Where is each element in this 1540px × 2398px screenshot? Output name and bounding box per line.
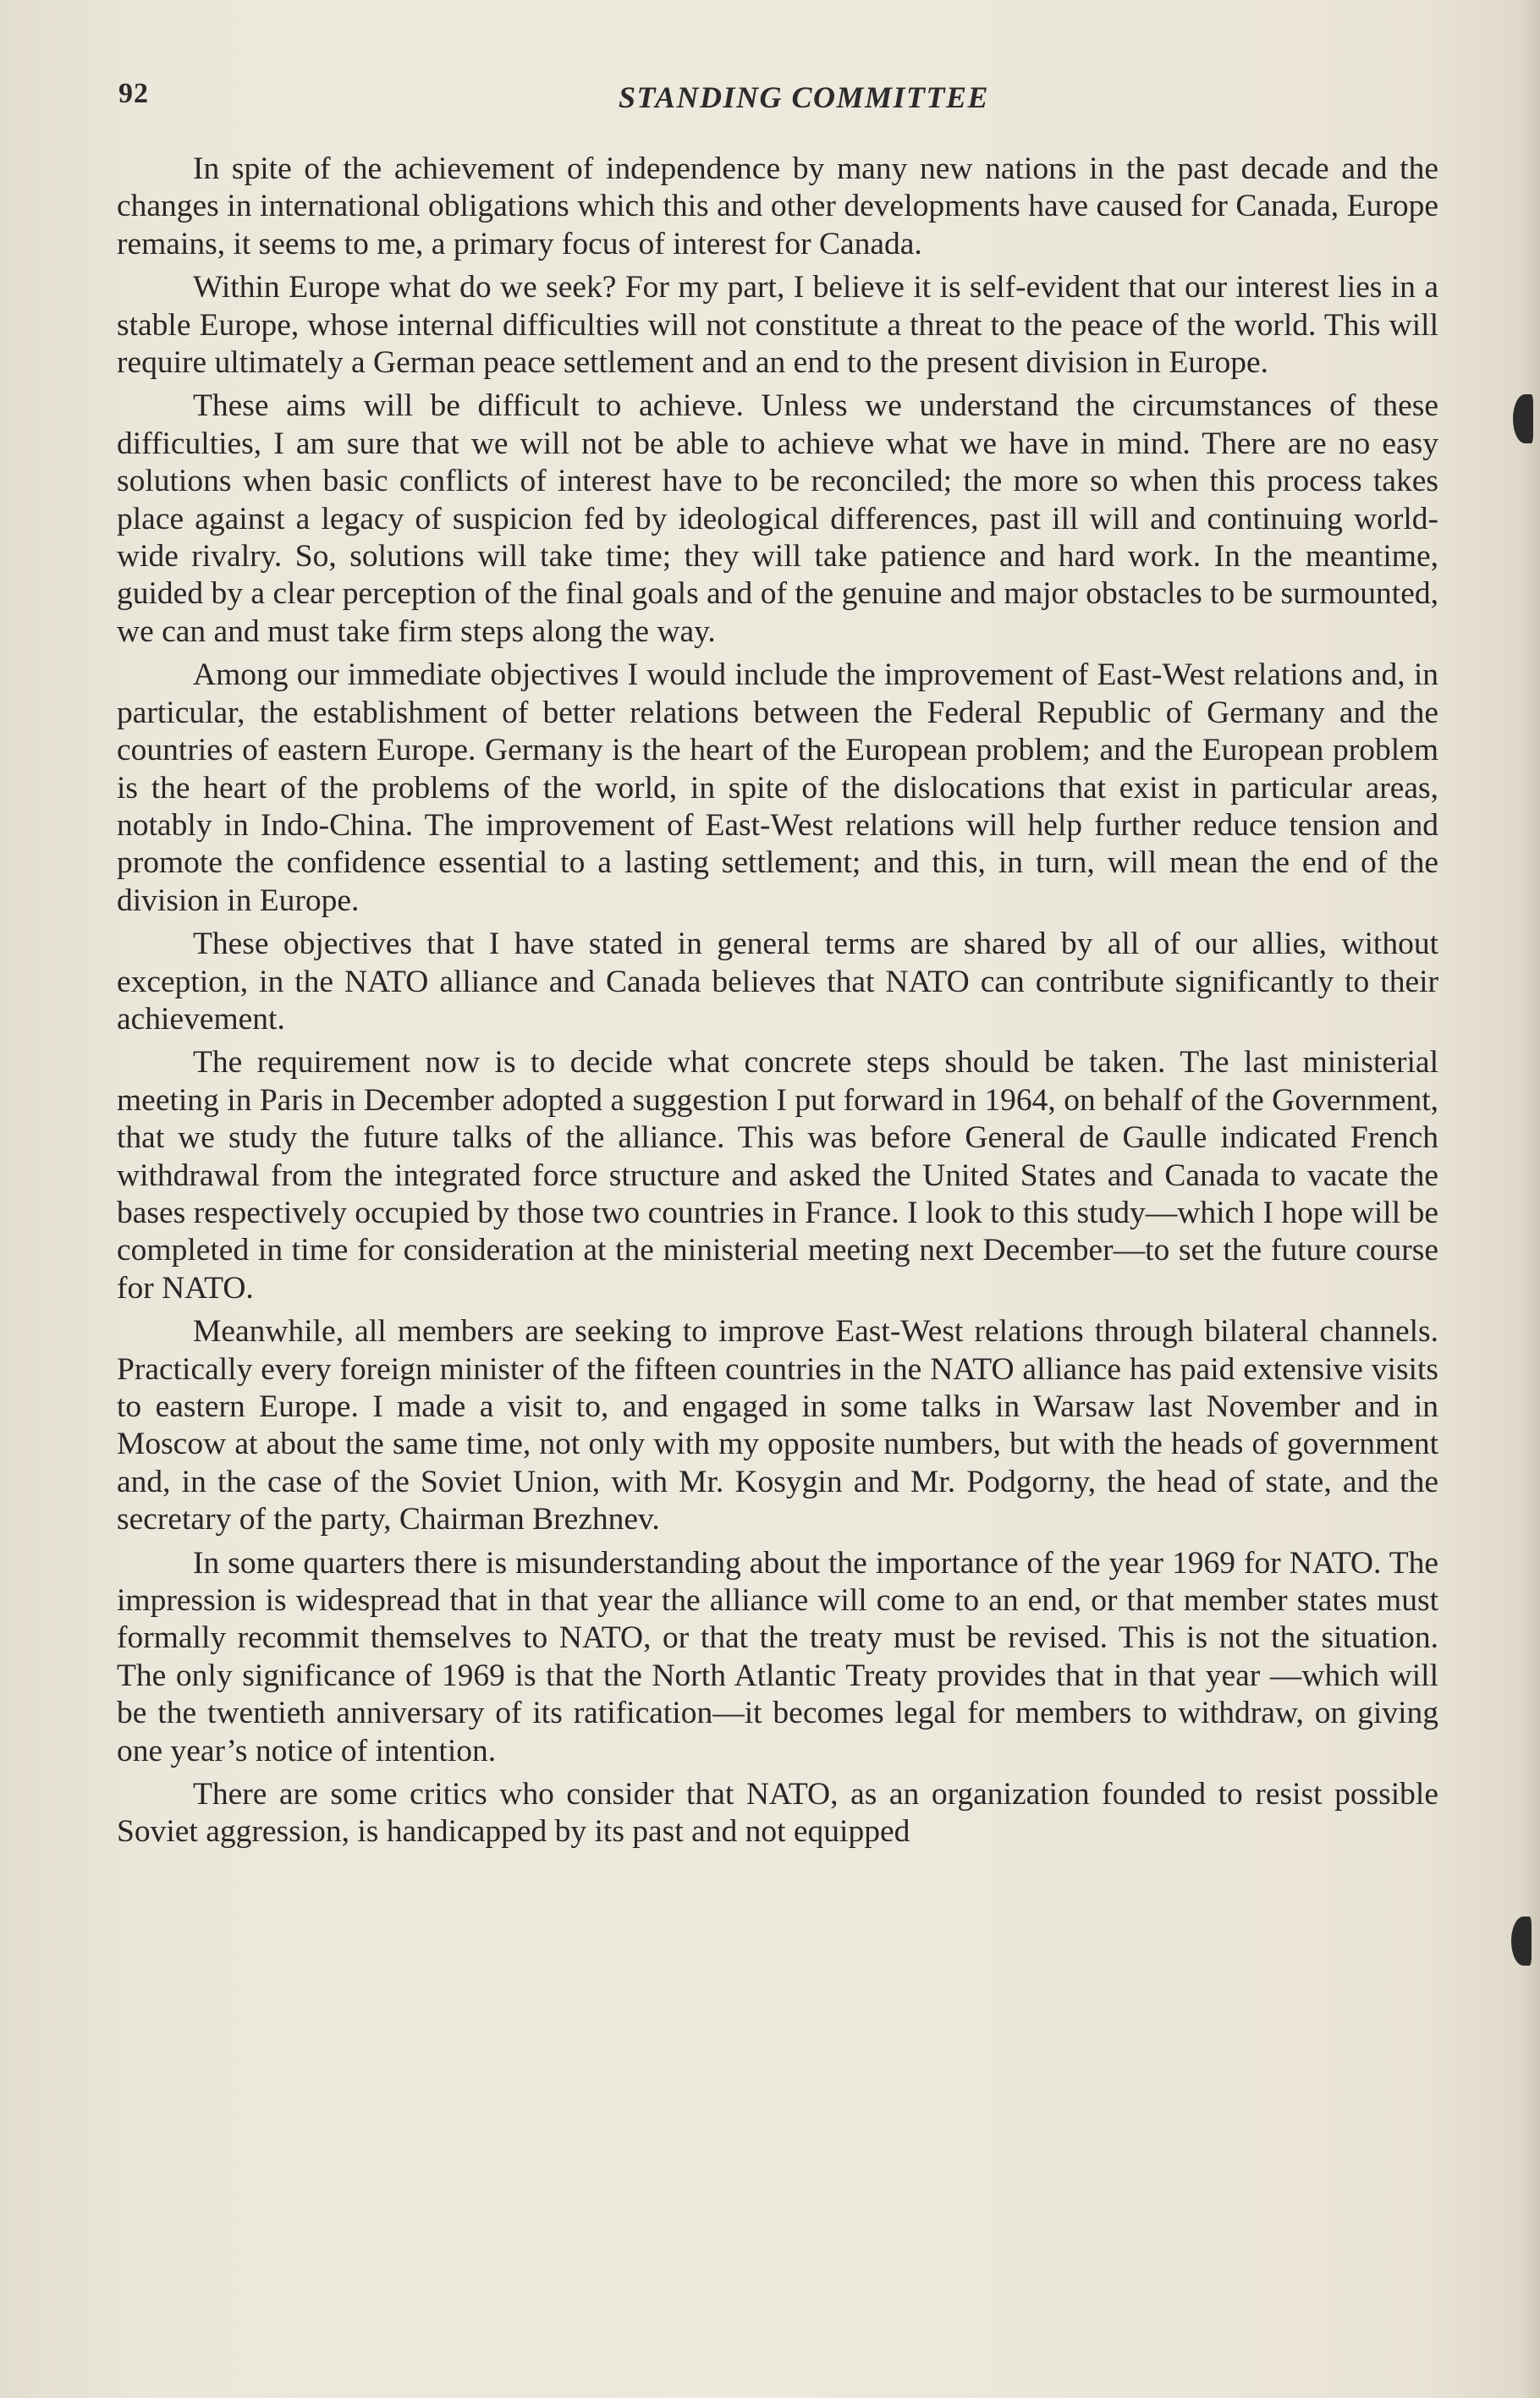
paragraph-8: In some quarters there is misunderstanding about the importance of the year 1969 for NATO. The impression is widespread that in that year the alliance will come to an end, or that member states must formally recommit themselves to NATO, or that the treaty must be revised. This is not the situation. The only significance of 1969 is that the North Atlantic Treaty provides that in that year —which will be the twentieth anniversary of its ratification—it becomes legal for members to withdraw, on giving one year’s notice of intention. (117, 1545, 1438, 1768)
paragraph-9: There are some critics who consider that NATO, as an organization founded to resist possible Soviet aggression, is handicapped by its past and not equipped (117, 1777, 1438, 1850)
paragraph-5: These objectives that I have stated in general terms are shared by all of our allies, without exception, in the NATO alliance and Canada believes that NATO can contribute significantly to their achievement. (117, 927, 1438, 1037)
paragraph-1: In spite of the achievement of independence by many new nations in the past decade and the changes in international obligations which this and other developments have caused for Canada, Europe remains, it seems to me, a primary focus of interest for Canada. (117, 151, 1438, 261)
running-title: STANDING COMMITTEE (618, 80, 990, 114)
paragraph-4: Among our immediate objectives I would include the improvement of East-West relations and, in particular, the establishment of better relations between the Federal Republic of Germany and the countries of eastern Europe. Germany is the heart of the European problem; and the European problem is the heart of the problems of the world, in spite of the dislocations that exist in particular areas, notably in Indo-China. The improvement of East-West relations will help further reduce tension and promote the confidence essential to a lasting settlement; and this, in turn, will mean the end of the division in Europe. (117, 657, 1438, 918)
paragraph-2: Within Europe what do we seek? For my part, I believe it is self-evident that our interest lies in a stable Europe, whose internal difficulties will not constitute a threat to the peace of the world. This will require ultimately a German peace settlement and an end to the present division in Europe. (117, 270, 1438, 381)
paragraph-6: The requirement now is to decide what concrete steps should be taken. The last ministerial meeting in Paris in December adopted a suggestion I put forward in 1964, on behalf of the Government, that we study the future talks of the alliance. This was before General de Gaulle indicated French withdrawal from the integrated force structure and asked the United States and Canada to vacate the bases respectively occupied by those two countries in France. I look to this study—which I hope will be completed in time for consideration at the ministerial meeting next December—to set the future course for NATO. (117, 1045, 1438, 1306)
margin-mark-icon (1511, 1917, 1532, 1966)
body-text (117, 151, 1438, 1857)
paragraph-3: These aims will be difficult to achieve. Unless we understand the circumstances of these difficulties, I am sure that we will not be able to achieve what we have in mind. There are no easy solutions when basic conflicts of interest have to be reconciled; the more so when this process takes place against a legacy of suspicion fed by ideological differences, past ill will and continuing world-wide rivalry. So, solutions will take time; they will take patience and hard work. In the meantime, guided by a clear perception of the final goals and of the genuine and major obstacles to be surmounted, we can and must take firm steps along the way. (117, 388, 1438, 649)
page-header (118, 78, 1438, 122)
margin-mark-icon (1513, 394, 1533, 443)
paragraph-7: Meanwhile, all members are seeking to improve East-West relations through bilateral channels. Practically every foreign minister of the fifteen countries in the NATO alliance has paid extensive visits to eastern Europe. I made a visit to, and engaged in some talks in Warsaw last November and in Moscow at about the same time, not only with my opposite numbers, but with the heads of government and, in the case of the Soviet Union, with Mr. Kosygin and Mr. Podgorny, the head of state, and the secretary of the party, Chairman Brezhnev. (117, 1314, 1438, 1537)
page-number: 92 (118, 78, 149, 109)
